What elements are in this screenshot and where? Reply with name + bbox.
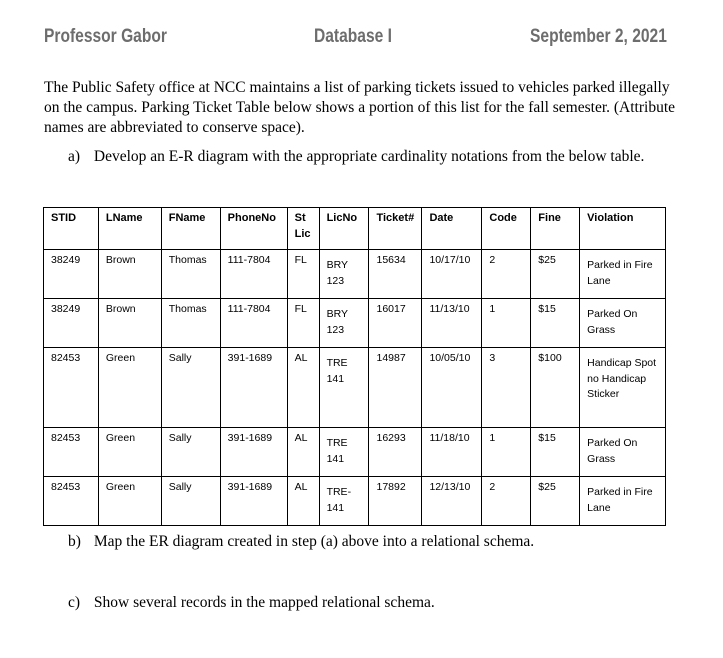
table-row xyxy=(44,428,666,477)
table-cell: $15 xyxy=(531,428,580,477)
column-header: LName xyxy=(98,208,161,250)
table-cell: 16017 xyxy=(369,299,422,348)
table-cell: Green xyxy=(98,477,161,526)
table-row xyxy=(44,250,666,299)
intro-paragraph: The Public Safety office at NCC maintains a list of parking tickets issued to vehicles parked illegally on the campus. Parking Ticket Table below shows a portion of this list for the fall semester. (Attribute names are abbreviated to conserve space). xyxy=(44,79,676,136)
table-cell: Green xyxy=(98,348,161,428)
table-row xyxy=(44,477,666,526)
table-cell: 391-1689 xyxy=(220,348,287,428)
table-cell: Sally xyxy=(161,428,220,477)
table-cell: Parked in Fire Lane xyxy=(580,250,666,299)
page-header xyxy=(0,26,723,54)
table-cell: Green xyxy=(98,428,161,477)
table-cell: 391-1689 xyxy=(220,477,287,526)
table-cell: 11/13/10 xyxy=(422,299,482,348)
table-cell: $25 xyxy=(531,477,580,526)
table-cell: Thomas xyxy=(161,250,220,299)
column-header: Violation xyxy=(580,208,666,250)
column-header: Date xyxy=(422,208,482,250)
table-cell: 2 xyxy=(482,477,531,526)
table-cell: BRY 123 xyxy=(319,250,369,299)
table-cell: AL xyxy=(287,348,319,428)
table-cell: 111-7804 xyxy=(220,250,287,299)
table-cell: 3 xyxy=(482,348,531,428)
question-b xyxy=(68,533,534,551)
table-cell: 391-1689 xyxy=(220,428,287,477)
table-cell: Sally xyxy=(161,477,220,526)
question-c xyxy=(68,594,435,612)
table-header-row xyxy=(44,208,666,250)
table-cell: $15 xyxy=(531,299,580,348)
table-cell: 16293 xyxy=(369,428,422,477)
table-cell: Parked in Fire Lane xyxy=(580,477,666,526)
table-cell: FL xyxy=(287,299,319,348)
table-row xyxy=(44,348,666,428)
table-cell: AL xyxy=(287,477,319,526)
table-cell: $25 xyxy=(531,250,580,299)
header-professor: Professor Gabor xyxy=(44,26,167,47)
table-cell: AL xyxy=(287,428,319,477)
question-b-text: Map the ER diagram created in step (a) above into a relational schema. xyxy=(93,533,535,550)
table-row xyxy=(44,299,666,348)
question-b-label: b) xyxy=(68,533,81,550)
table-cell: 82453 xyxy=(44,477,99,526)
table-cell: Brown xyxy=(98,299,161,348)
table-cell: 1 xyxy=(482,428,531,477)
table-cell: 2 xyxy=(482,250,531,299)
column-header: Fine xyxy=(531,208,580,250)
table-cell: 14987 xyxy=(369,348,422,428)
table-cell: Parked On Grass xyxy=(580,299,666,348)
column-header: Ticket# xyxy=(369,208,422,250)
question-a-label: a) xyxy=(68,148,81,165)
table-cell: 111-7804 xyxy=(220,299,287,348)
table-cell: 15634 xyxy=(369,250,422,299)
column-header: Code xyxy=(482,208,531,250)
question-c-text: Show several records in the mapped relational schema. xyxy=(93,594,435,611)
table-cell: 82453 xyxy=(44,348,99,428)
table-cell: TRE 141 xyxy=(319,428,369,477)
table-cell: 1 xyxy=(482,299,531,348)
table-cell: 10/17/10 xyxy=(422,250,482,299)
column-header: PhoneNo xyxy=(220,208,287,250)
table-cell: 17892 xyxy=(369,477,422,526)
table-cell: 12/13/10 xyxy=(422,477,482,526)
table-cell: 10/05/10 xyxy=(422,348,482,428)
column-header: St Lic xyxy=(287,208,319,250)
column-header: STID xyxy=(44,208,99,250)
table-cell: TRE 141 xyxy=(319,348,369,428)
table-cell: Thomas xyxy=(161,299,220,348)
table-cell: Sally xyxy=(161,348,220,428)
question-a xyxy=(68,148,644,166)
table-cell: Brown xyxy=(98,250,161,299)
table-cell: Handicap Spot no Handicap Sticker xyxy=(580,348,666,428)
question-c-label: c) xyxy=(68,594,81,611)
header-course: Database I xyxy=(314,26,392,47)
table-cell: 38249 xyxy=(44,299,99,348)
table-cell: FL xyxy=(287,250,319,299)
table-cell: 38249 xyxy=(44,250,99,299)
table-cell: $100 xyxy=(531,348,580,428)
question-a-text: Develop an E-R diagram with the appropriate cardinality notations from the below table. xyxy=(93,148,645,165)
column-header: FName xyxy=(161,208,220,250)
parking-ticket-table xyxy=(43,207,666,526)
table-cell: 11/18/10 xyxy=(422,428,482,477)
table-cell: TRE- 141 xyxy=(319,477,369,526)
header-date: September 2, 2021 xyxy=(530,26,667,47)
table-cell: 82453 xyxy=(44,428,99,477)
table-cell: BRY 123 xyxy=(319,299,369,348)
column-header: LicNo xyxy=(319,208,369,250)
table-cell: Parked On Grass xyxy=(580,428,666,477)
